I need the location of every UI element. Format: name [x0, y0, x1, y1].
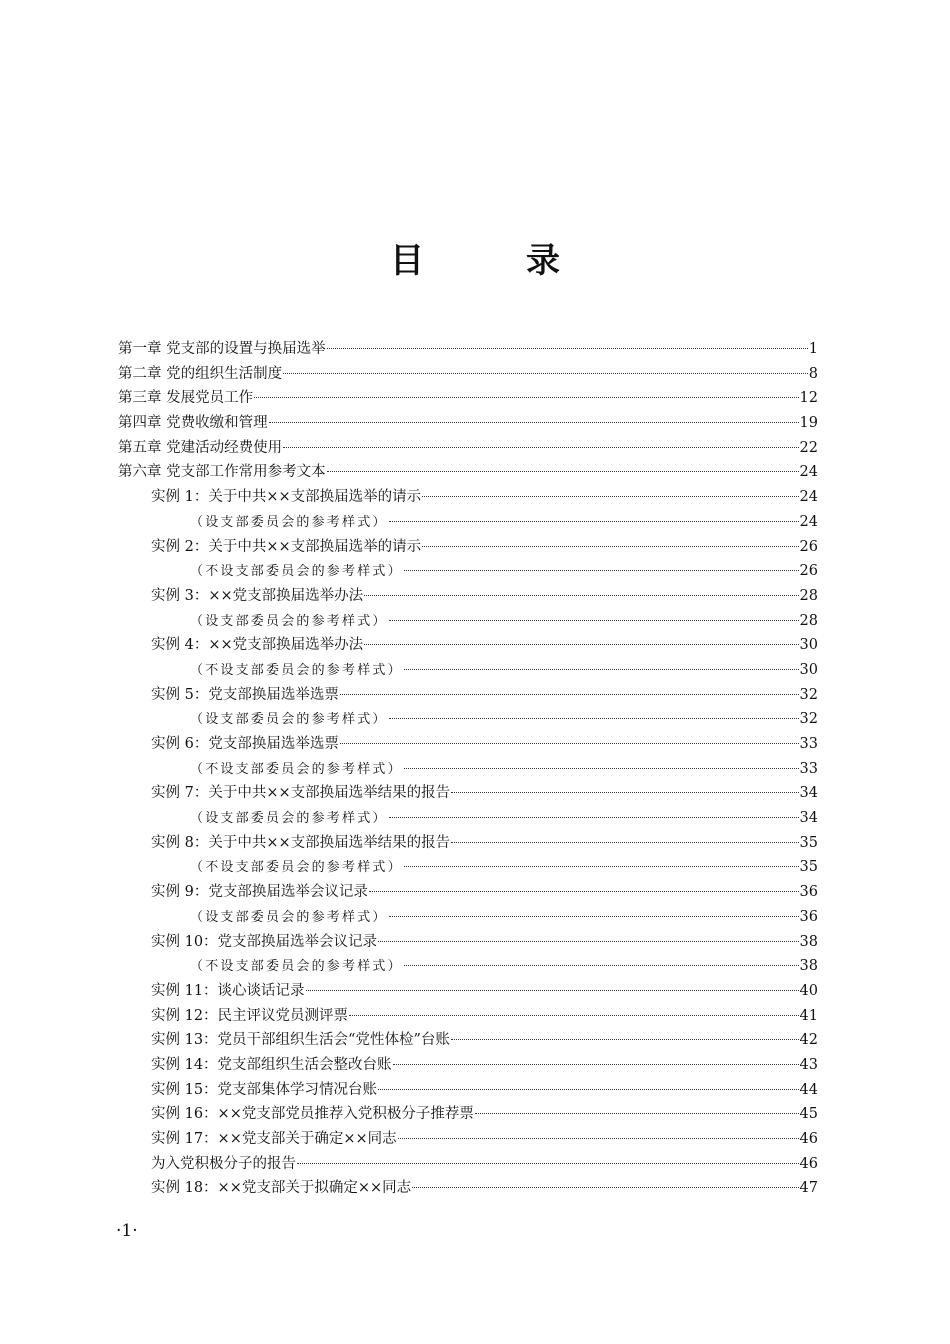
- toc-entry-page: 26: [799, 563, 818, 580]
- toc-entry-page: 41: [799, 1007, 818, 1024]
- toc-entry-page: 28: [799, 587, 818, 604]
- toc-entry-label: （设支部委员会的参考样式）: [190, 613, 388, 629]
- toc-dot-leader: [389, 718, 799, 719]
- toc-entry-label: 实例 14：党支部组织生活会整改台账: [151, 1056, 392, 1073]
- toc-dot-leader: [422, 496, 798, 497]
- toc-entry-page: 24: [799, 489, 818, 506]
- toc-entry: [118, 979, 818, 1004]
- toc-entry-label: 实例 18：××党支部关于拟确定××同志: [151, 1180, 412, 1197]
- toc-entry: [118, 460, 818, 485]
- toc-entry-page: 26: [799, 538, 818, 555]
- toc-dot-leader: [393, 1064, 799, 1065]
- toc-entry: [118, 806, 818, 831]
- toc-dot-leader: [389, 521, 799, 522]
- toc-entry-page: 43: [799, 1056, 818, 1073]
- toc-entry-page: 36: [799, 908, 818, 925]
- toc-entry-label: （设支部委员会的参考样式）: [190, 811, 388, 827]
- toc-entry-label: 第二章 党的组织生活制度: [118, 365, 283, 382]
- toc-dot-leader: [254, 397, 798, 398]
- toc-dot-leader: [340, 743, 799, 744]
- toc-dot-leader: [378, 1089, 798, 1090]
- toc-entry-page: 38: [799, 933, 818, 950]
- toc-dot-leader: [349, 1015, 798, 1016]
- toc-entry: [118, 1028, 818, 1053]
- toc-dot-leader: [340, 694, 799, 695]
- toc-entry-label: 实例 12：民主评议党员测评票: [151, 1007, 349, 1024]
- toc-entry-label: 第四章 党费收缴和管理: [118, 415, 268, 432]
- toc-dot-leader: [404, 866, 799, 867]
- toc-entry: [118, 411, 818, 436]
- toc-dot-leader: [369, 891, 799, 892]
- toc-entry: [118, 954, 818, 979]
- toc-entry-label: 实例 1：关于中共××支部换届选举的请示: [151, 489, 422, 506]
- toc-dot-leader: [269, 422, 799, 423]
- toc-entry-page: 38: [799, 958, 818, 975]
- toc-entry-label: 第六章 党支部工作常用参考文本: [118, 464, 326, 481]
- toc-entry: [118, 930, 818, 955]
- toc-entry-label: 实例 9：党支部换届选举会议记录: [151, 884, 368, 901]
- toc-entry-label: 实例 15：党支部集体学习情况台账: [151, 1081, 378, 1098]
- toc-dot-leader: [404, 965, 799, 966]
- toc-dot-leader: [404, 768, 799, 769]
- toc-entry-label: 实例 8：关于中共××支部换届选举结果的报告: [151, 834, 451, 851]
- toc-entry-label: 实例 11：谈心谈话记录: [151, 982, 305, 999]
- toc-entry-label: 实例 2：关于中共××支部换届选举的请示: [151, 538, 422, 555]
- toc-entry-page: 46: [799, 1131, 818, 1147]
- toc-entry: [118, 732, 818, 757]
- toc-entry-label: （设支部委员会的参考样式）: [190, 514, 388, 530]
- toc-entry: [118, 609, 818, 634]
- toc-dot-leader: [451, 842, 798, 843]
- toc-entry-label: 实例 4：××党支部换届选举办法: [151, 637, 364, 654]
- toc-entry: [118, 905, 818, 930]
- toc-entry: [118, 584, 818, 609]
- toc-entry-page: 12: [799, 390, 818, 407]
- page-title: 目 录: [390, 241, 594, 281]
- toc-entry-page: 45: [799, 1106, 818, 1123]
- toc-entry: [118, 633, 818, 658]
- toc-dot-leader: [398, 1138, 799, 1139]
- toc-entry-label: （不设支部委员会的参考样式）: [190, 662, 403, 678]
- toc-entry-label: （不设支部委员会的参考样式）: [190, 959, 403, 975]
- toc-entry-page: 46: [799, 1155, 818, 1172]
- toc-entry-label: （设支部委员会的参考样式）: [190, 909, 388, 925]
- toc-entry: [118, 1127, 818, 1152]
- toc-entry: [118, 559, 818, 584]
- toc-entry-label: （不设支部委员会的参考样式）: [190, 564, 403, 580]
- toc-entry-page: 42: [799, 1032, 818, 1049]
- toc-entry-label: 实例 10：党支部换届选举会议记录: [151, 933, 378, 950]
- toc-entry: [118, 757, 818, 782]
- toc-entry: [118, 880, 818, 905]
- toc-entry-page: 24: [799, 513, 818, 530]
- table-of-contents: [118, 337, 818, 1201]
- toc-entry: [118, 362, 818, 387]
- toc-dot-leader: [475, 1113, 799, 1114]
- toc-entry-label: 实例 5：党支部换届选举选票: [151, 686, 339, 703]
- toc-entry-page: 28: [799, 612, 818, 629]
- toc-dot-leader: [389, 916, 799, 917]
- toc-entry: [118, 855, 818, 880]
- toc-entry-label: 实例 16：××党支部党员推荐入党积极分子推荐票: [151, 1106, 474, 1123]
- toc-dot-leader: [422, 546, 798, 547]
- toc-dot-leader: [404, 669, 799, 670]
- toc-entry-label: （不设支部委员会的参考样式）: [190, 860, 403, 876]
- toc-entry-page: 33: [799, 736, 818, 752]
- toc-entry: [118, 658, 818, 683]
- toc-dot-leader: [283, 447, 798, 448]
- toc-dot-leader: [389, 817, 799, 818]
- toc-dot-leader: [327, 348, 808, 349]
- toc-entry: [118, 1176, 818, 1201]
- toc-entry: [118, 386, 818, 411]
- toc-entry: [118, 683, 818, 708]
- toc-entry-label: 实例 3：××党支部换届选举办法: [151, 587, 364, 604]
- toc-entry-label: 实例 13：党员干部组织生活会“党性体检”台账: [151, 1032, 450, 1049]
- toc-entry-label: 第一章 党支部的设置与换届选举: [118, 341, 326, 357]
- toc-entry-page: 1: [808, 341, 818, 357]
- toc-entry: [118, 831, 818, 856]
- toc-dot-leader: [451, 792, 798, 793]
- toc-entry-page: 24: [799, 464, 818, 481]
- toc-entry: [118, 707, 818, 732]
- toc-entry: [118, 1152, 818, 1177]
- toc-dot-leader: [364, 595, 798, 596]
- toc-entry-label: （设支部委员会的参考样式）: [190, 712, 388, 728]
- toc-entry-page: 19: [799, 415, 818, 432]
- toc-dot-leader: [451, 1039, 799, 1040]
- toc-entry-label: 实例 6：党支部换届选举选票: [151, 736, 339, 752]
- toc-entry-page: 35: [799, 859, 818, 876]
- toc-entry-page: 40: [799, 982, 818, 999]
- page-number: ·1·: [116, 1221, 138, 1241]
- toc-dot-leader: [327, 471, 799, 472]
- toc-entry-page: 32: [799, 711, 818, 728]
- toc-entry-page: 44: [799, 1081, 818, 1098]
- toc-entry-label: 第五章 党建活动经费使用: [118, 439, 283, 456]
- toc-dot-leader: [297, 1163, 799, 1164]
- toc-dot-leader: [404, 570, 799, 571]
- toc-entry-label: 第三章 发展党员工作: [118, 390, 254, 407]
- toc-entry-page: 36: [799, 884, 818, 901]
- toc-entry-page: 30: [799, 637, 818, 654]
- toc-entry: [118, 1053, 818, 1078]
- toc-entry-page: 33: [799, 760, 818, 777]
- toc-entry-page: 22: [799, 439, 818, 456]
- toc-entry: [118, 781, 818, 806]
- toc-entry-page: 47: [799, 1180, 818, 1197]
- toc-entry-page: 34: [799, 785, 818, 802]
- toc-entry-page: 8: [808, 365, 818, 382]
- toc-entry-page: 32: [799, 686, 818, 703]
- toc-entry: [118, 485, 818, 510]
- toc-entry-label: 为入党积极分子的报告: [151, 1155, 296, 1172]
- toc-entry-label: 实例 17：××党支部关于确定××同志: [151, 1131, 397, 1147]
- toc-entry-label: （不设支部委员会的参考样式）: [190, 761, 403, 777]
- toc-entry: [118, 337, 818, 362]
- toc-entry: [118, 1102, 818, 1127]
- toc-entry: [118, 510, 818, 535]
- toc-dot-leader: [378, 941, 798, 942]
- toc-entry-page: 30: [799, 661, 818, 678]
- toc-entry: [118, 436, 818, 461]
- toc-dot-leader: [412, 1187, 798, 1188]
- toc-entry-page: 35: [799, 834, 818, 851]
- toc-entry-label: 实例 7：关于中共××支部换届选举结果的报告: [151, 785, 451, 802]
- toc-dot-leader: [389, 620, 799, 621]
- toc-entry: [118, 1004, 818, 1029]
- toc-dot-leader: [306, 990, 799, 991]
- toc-entry: [118, 535, 818, 560]
- toc-entry-page: 34: [799, 810, 818, 827]
- toc-entry: [118, 1078, 818, 1103]
- toc-dot-leader: [283, 373, 808, 374]
- toc-dot-leader: [364, 644, 798, 645]
